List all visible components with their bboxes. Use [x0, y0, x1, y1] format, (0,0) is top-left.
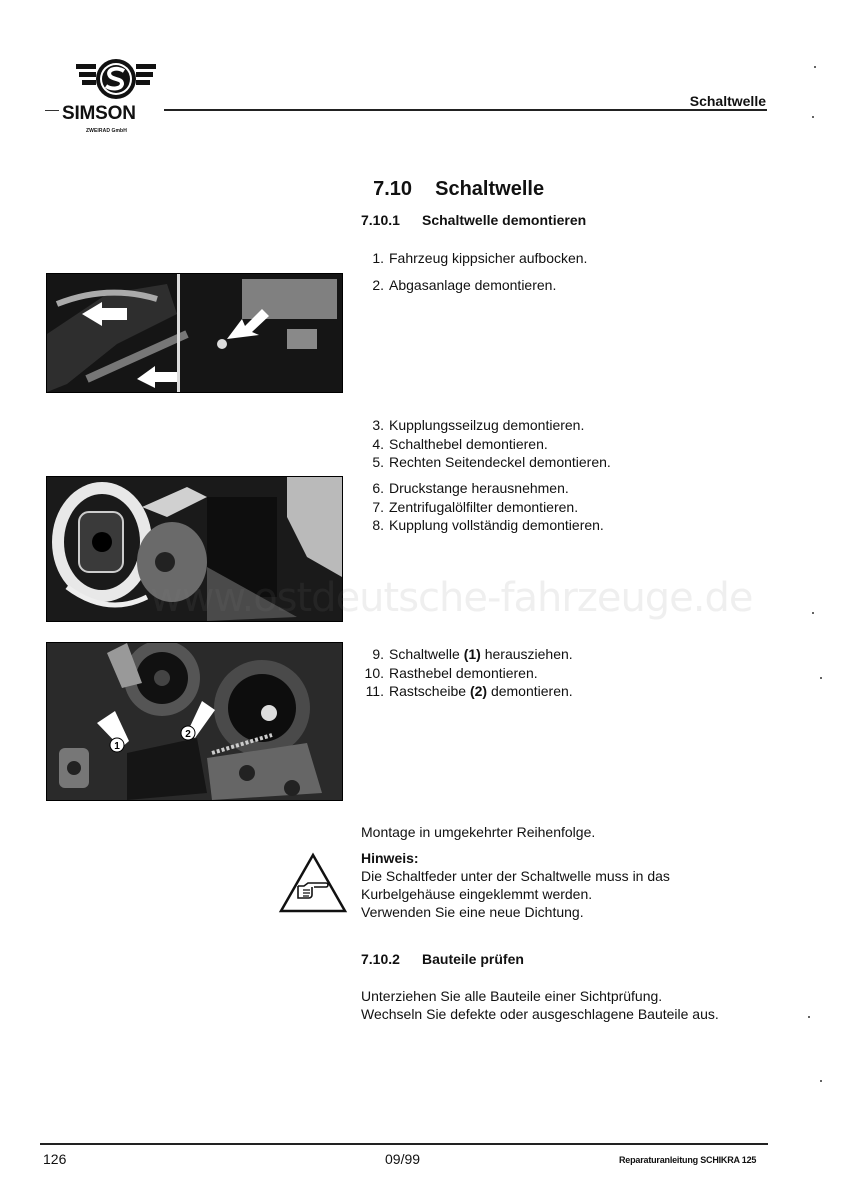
scan-speck — [820, 677, 822, 679]
hint-block — [361, 849, 670, 921]
simson-logo-icon — [76, 58, 156, 100]
step-list-2 — [362, 416, 611, 472]
subsection-heading-1 — [361, 212, 586, 228]
warning-pointing-hand-icon — [278, 852, 348, 914]
page-number: 126 — [43, 1151, 67, 1167]
photo-exhaust-removal — [46, 273, 343, 393]
step-item: 2. Abgasanlage demontieren. — [372, 276, 557, 293]
section-heading — [362, 155, 544, 201]
subsection-title: Bauteile prüfen — [422, 951, 524, 967]
step-list-3 — [362, 479, 604, 535]
step-item: 7. Zentrifugalölfilter demontieren. — [372, 498, 579, 515]
inspection-line: Wechseln Sie defekte oder ausgeschlagene Bauteile aus. — [361, 1006, 719, 1022]
step-item: 4. Schalthebel demontieren. — [372, 435, 548, 452]
brand-subtitle: ZWEIRAD GmbH — [86, 128, 127, 134]
svg-text:1: 1 — [114, 741, 120, 752]
photo-shift-shaft — [46, 642, 343, 801]
subsection-heading-2 — [361, 951, 524, 967]
header-rule — [164, 109, 767, 111]
step-item: 9. Schaltwelle (1) herausziehen. — [372, 646, 573, 662]
step-list-1 — [362, 249, 587, 294]
section-number: 7.10 — [373, 178, 413, 200]
hint-title: Hinweis: — [361, 850, 419, 866]
scan-speck — [814, 66, 816, 68]
assembly-note: Montage in umgekehrter Reihenfolge. — [361, 824, 596, 840]
footer-rule — [40, 1143, 768, 1145]
subsection-number: 7.10.1 — [361, 212, 400, 228]
subsection-title: Schaltwelle demontieren — [422, 212, 587, 228]
inspection-text — [361, 987, 719, 1023]
section-title: Schaltwelle — [435, 178, 545, 200]
scan-speck — [820, 1080, 822, 1082]
step-list-4 — [362, 645, 573, 701]
step-item: 11. Rastscheibe (2) demontieren. — [365, 683, 573, 699]
running-head: Schaltwelle — [689, 93, 766, 109]
step-item: 6. Druckstange herausnehmen. — [372, 480, 569, 496]
hint-line: Die Schaltfeder unter der Schaltwelle muss in das — [361, 868, 670, 884]
step-item: 5. Rechten Seitendeckel demontieren. — [372, 454, 611, 470]
step-item: 1. Fahrzeug kippsicher aufbocken. — [372, 250, 588, 266]
manual-title: Reparaturanleitung SCHIKRA 125 — [619, 1155, 757, 1165]
svg-text:2: 2 — [185, 729, 191, 740]
scan-speck — [812, 612, 814, 614]
step-item: 10. Rasthebel demontieren. — [364, 664, 538, 681]
inspection-line: Unterziehen Sie alle Bauteile einer Sichtprüfung. — [361, 988, 663, 1004]
brand-name: SIMSON — [62, 103, 136, 124]
hint-line: Verwenden Sie eine neue Dichtung. — [361, 904, 584, 920]
edition-date: 09/99 — [385, 1151, 421, 1167]
scan-speck — [808, 1016, 810, 1018]
subsection-number: 7.10.2 — [361, 951, 400, 967]
watermark: www.ostdeutsche-fahrzeuge.de — [150, 575, 753, 621]
header-rule-left — [45, 110, 59, 111]
scan-speck — [812, 116, 814, 118]
hint-line: Kurbelgehäuse eingeklemmt werden. — [361, 886, 593, 902]
step-item: 8. Kupplung vollständig demontieren. — [372, 517, 604, 533]
step-item: 3. Kupplungsseilzug demontieren. — [372, 417, 585, 433]
